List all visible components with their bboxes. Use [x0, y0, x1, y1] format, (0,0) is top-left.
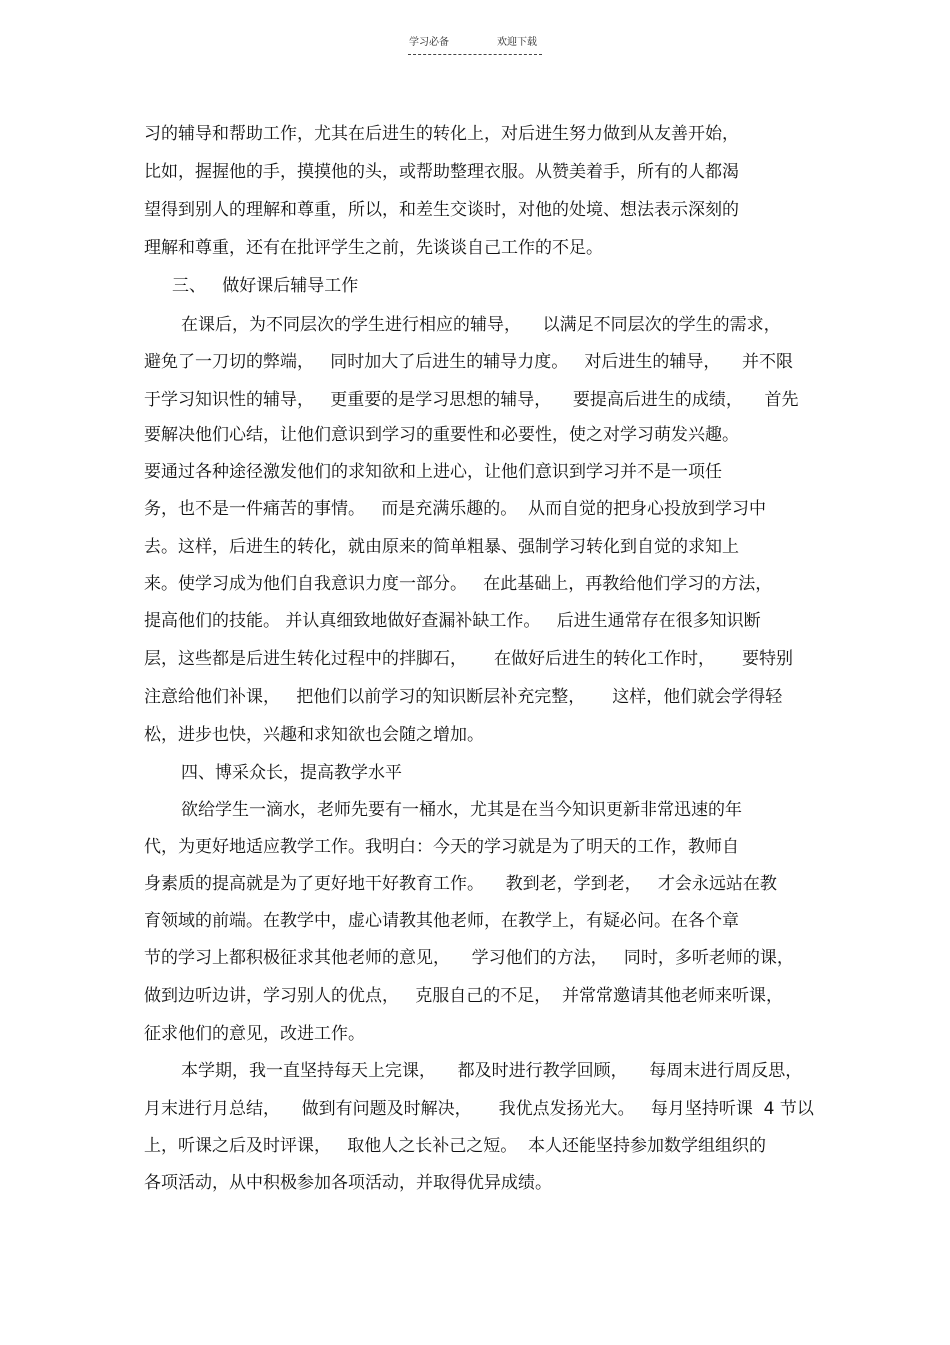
text-line: 本学期，我一直坚持每天上完课， 都及时进行教学回顾， 每周末进行周反思，	[181, 1061, 803, 1081]
header-right-text: 欢迎下载	[497, 37, 537, 48]
text-line: 身素质的提高就是为了更好地干好教育工作。 教到老，学到老， 才会永远站在教	[144, 874, 777, 894]
text-line: 比如，握握他的手，摸摸他的头，或帮助整理衣服。从赞美着手，所有的人都渴	[144, 162, 739, 182]
text-line: 育领域的前端。在教学中，虚心请教其他老师，在教学上，有疑必问。在各个章	[144, 911, 739, 931]
text-line: 在课后，为不同层次的学生进行相应的辅导， 以满足不同层次的学生的需求，	[181, 315, 781, 335]
text-line: 松，进步也快，兴趣和求知欲也会随之增加。	[144, 725, 484, 745]
text-line: 做到边听边讲，学习别人的优点， 克服自己的不足， 并常常邀请其他老师来听课，	[144, 986, 784, 1006]
text-line: 务，也不是一件痛苦的事情。 而是充满乐趣的。 从而自觉的把身心投放到学习中	[144, 499, 767, 519]
text-line: 层，这些都是后进生转化过程中的拌脚石， 在做好后进生的转化工作时， 要特别	[144, 649, 794, 669]
text-line: 欲给学生一滴水，老师先要有一桶水，尤其是在当今知识更新非常迅速的年	[181, 800, 742, 820]
text-line: 要通过各种途径激发他们的求知欲和上进心，让他们意识到学习并不是一项任	[144, 462, 722, 482]
text-line: 要解决他们心结，让他们意识到学习的重要性和必要性，使之对学习萌发兴趣。	[144, 425, 739, 445]
text-line: 月末进行月总结， 做到有问题及时解决， 我优点发扬光大。 每月坚持听课 4 节以	[144, 1099, 814, 1119]
text-line: 各项活动，从中积极参加各项活动，并取得优异成绩。	[144, 1173, 552, 1193]
text-line: 注意给他们补课， 把他们以前学习的知识断层补充完整， 这样，他们就会学得轻	[144, 687, 783, 707]
header-left-text: 学习必备	[409, 37, 449, 48]
text-line: 去。这样，后进生的转化，就由原来的简单粗暴、强制学习转化到自觉的求知上	[144, 537, 739, 557]
text-line: 上，听课之后及时评课， 取他人之长补己之短。 本人还能坚持参加数学组组织的	[144, 1136, 767, 1156]
text-line: 理解和尊重，还有在批评学生之前，先谈谈自己工作的不足。	[144, 238, 603, 258]
text-line: 望得到别人的理解和尊重，所以，和差生交谈时，对他的处境、想法表示深刻的	[144, 200, 739, 220]
text-line: 提高他们的技能。 并认真细致地做好查漏补缺工作。 后进生通常存在很多知识断	[144, 611, 761, 631]
text-line: 于学习知识性的辅导， 更重要的是学习思想的辅导， 要提高后进生的成绩， 首先	[144, 390, 799, 410]
section-heading: 三、 做好课后辅导工作	[172, 276, 359, 296]
text-line: 来。使学习成为他们自我意识力度一部分。 在此基础上，再教给他们学习的方法，	[144, 574, 773, 594]
section-heading: 四、博采众长，提高教学水平	[181, 763, 402, 783]
text-line: 代，为更好地适应教学工作。我明白：今天的学习就是为了明天的工作，教师自	[144, 837, 739, 857]
text-line: 节的学习上都积极征求其他老师的意见， 学习他们的方法， 同时，多听老师的课，	[144, 948, 794, 968]
text-line: 避免了一刀切的弊端， 同时加大了后进生的辅导力度。 对后进生的辅导， 并不限	[144, 352, 794, 372]
text-line: 习的辅导和帮助工作，尤其在后进生的转化上，对后进生努力做到从友善开始，	[144, 124, 739, 144]
text-line: 征求他们的意见，改进工作。	[144, 1024, 365, 1044]
